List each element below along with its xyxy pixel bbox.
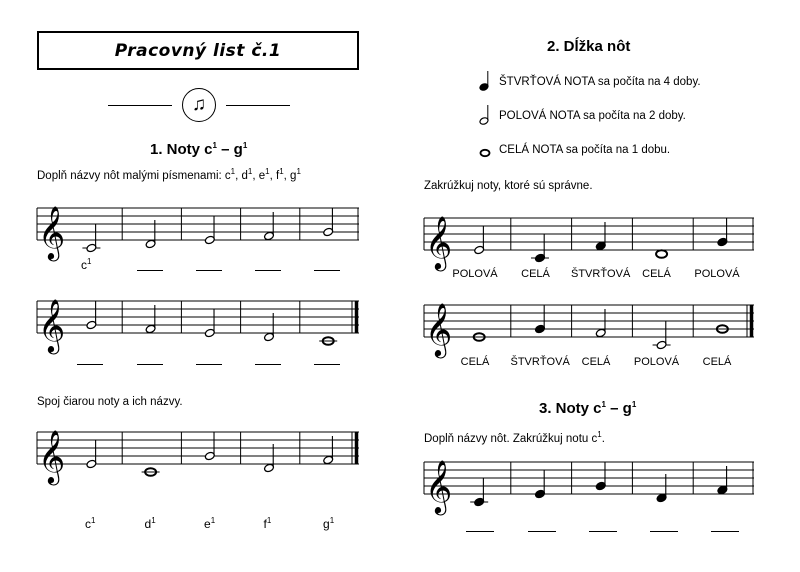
treble-clef-icon: 𝄞 [425,459,453,513]
whole-note [656,250,667,258]
duration-row [478,138,670,162]
quarter-note-icon [478,70,494,94]
half-note-icon [478,104,494,128]
duration-label: CELÁ [521,268,550,280]
duration-label: ŠTVRŤOVÁ [510,356,570,368]
section3-instruction: Doplň názvy nôt. Zakrúžkuj notu $c^1$. [424,430,605,445]
duration-label: POLOVÁ [633,356,680,368]
note-name-label[interactable]: $f^1$ [263,516,272,531]
treble-clef-icon: 𝄞 [38,298,66,352]
worksheet-title-box [37,31,359,70]
divider-left [108,105,172,106]
section2-instruction: Zakrúžkuj noty, ktoré sú správne. [424,180,593,192]
answer-blank[interactable] [528,531,556,532]
treble-clef-icon: 𝄞 [425,215,453,269]
answer-blank[interactable] [466,531,494,532]
answer-blank[interactable] [589,531,617,532]
note-name-label[interactable]: $c^1$ [85,516,96,531]
divider-right [226,105,290,106]
answer-blank[interactable] [711,531,739,532]
note-name-label[interactable]: $g^1$ [323,516,335,531]
note-name-label[interactable]: $e^1$ [204,516,216,531]
duration-label: CELÁ [460,356,490,368]
whole-note-icon [478,138,494,162]
answer-blank[interactable] [137,364,163,365]
answer-blank[interactable] [650,531,678,532]
answer-blank[interactable] [255,270,281,271]
staff-4 [424,454,754,514]
duration-label: ŠTVRŤOVÁ [571,268,631,280]
duration-text: POLOVÁ NOTA sa počíta na 2 doby. [499,110,686,122]
music-note-icon: ♫ [182,88,216,122]
answer-blank[interactable] [255,364,281,365]
rhythm-staff-2 [424,297,754,357]
answer-blank[interactable] [314,364,340,365]
treble-clef-icon: 𝄞 [38,429,66,483]
rhythm-staff-1 [424,210,754,270]
duration-row [478,104,686,128]
section1-heading: 1. Noty $c^1 - g^1$ [150,141,248,158]
staff-3 [37,424,359,484]
duration-label: CELÁ [702,356,732,368]
treble-clef-icon: 𝄞 [38,205,66,259]
answer-blank[interactable] [137,270,163,271]
answer-blank[interactable] [196,270,222,271]
duration-label: POLOVÁ [452,268,498,280]
section3-heading: 3. Noty $c^1 - g^1$ [539,400,637,417]
staff-1 [37,200,359,260]
note-name-label[interactable]: $d^1$ [144,516,156,531]
duration-label: CELÁ [642,268,671,280]
duration-label: CELÁ [581,356,611,368]
duration-label: POLOVÁ [694,268,740,280]
answer-blank[interactable] [77,364,103,365]
answer-blank[interactable] [196,364,222,365]
section1-instruction: Doplň názvy nôt malými písmenami: $c^1$, $d^1$, $e^1$, $f^1$, $g^1$ [37,167,301,182]
staff-2 [37,293,359,353]
duration-text: CELÁ NOTA sa počíta na 1 dobu. [499,144,671,156]
worksheet-title: Pracovný list č.1 [114,40,282,61]
section2-heading: 2. Dĺžka nôt [547,38,631,55]
duration-row [478,70,701,94]
treble-clef-icon: 𝄞 [425,302,453,356]
duration-text: ŠTVRŤOVÁ NOTA sa počíta na 4 doby. [499,76,701,88]
answer-blank[interactable] [314,270,340,271]
connect-instruction: Spoj čiarou noty a ich názvy. [37,396,183,408]
filled-answer: $c^1$ [81,257,92,272]
